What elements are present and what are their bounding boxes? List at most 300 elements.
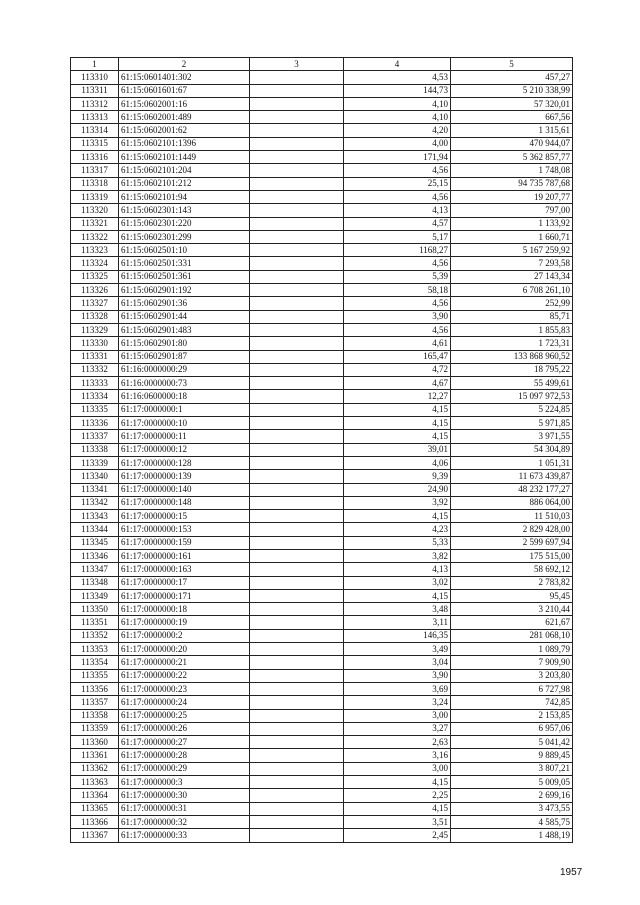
table-row xyxy=(71,390,573,403)
empty-cell xyxy=(250,669,344,682)
value-cell: 4,06 xyxy=(344,456,451,469)
value-cell: 3,49 xyxy=(344,643,451,656)
cadastral-number-cell: 61:17:0000000:11 xyxy=(119,430,250,443)
empty-cell xyxy=(250,629,344,642)
cadastral-number-cell: 61:17:0000000:10 xyxy=(119,417,250,430)
row-number-cell: 113363 xyxy=(71,776,119,789)
amount-cell: 252,99 xyxy=(451,297,573,310)
table-row xyxy=(71,470,573,483)
cadastral-number-cell: 61:17:0000000:24 xyxy=(119,696,250,709)
value-cell: 3,82 xyxy=(344,549,451,562)
value-cell: 4,10 xyxy=(344,111,451,124)
table-row xyxy=(71,257,573,270)
value-cell: 2,63 xyxy=(344,736,451,749)
amount-cell: 1 488,19 xyxy=(451,829,573,842)
value-cell: 5,33 xyxy=(344,536,451,549)
empty-cell xyxy=(250,722,344,735)
amount-cell: 281 068,10 xyxy=(451,629,573,642)
value-cell: 4,72 xyxy=(344,363,451,376)
amount-cell: 5 210 338,99 xyxy=(451,84,573,97)
row-number-cell: 113331 xyxy=(71,350,119,363)
table-row xyxy=(71,682,573,695)
table-row xyxy=(71,789,573,802)
row-number-cell: 113333 xyxy=(71,377,119,390)
table-row xyxy=(71,456,573,469)
amount-cell: 1 723,31 xyxy=(451,337,573,350)
table-row xyxy=(71,350,573,363)
cadastral-number-cell: 61:17:0000000:32 xyxy=(119,815,250,828)
table-row xyxy=(71,536,573,549)
row-number-cell: 113337 xyxy=(71,430,119,443)
empty-cell xyxy=(250,815,344,828)
amount-cell: 1 748,08 xyxy=(451,164,573,177)
column-header-2: 2 xyxy=(119,58,250,71)
cadastral-number-cell: 61:17:0000000:31 xyxy=(119,802,250,815)
table-row xyxy=(71,829,573,842)
cadastral-number-cell: 61:15:0601401:302 xyxy=(119,71,250,84)
row-number-cell: 113342 xyxy=(71,496,119,509)
empty-cell xyxy=(250,403,344,416)
cadastral-number-cell: 61:17:0000000:12 xyxy=(119,443,250,456)
table-row xyxy=(71,669,573,682)
empty-cell xyxy=(250,696,344,709)
empty-cell xyxy=(250,257,344,270)
row-number-cell: 113310 xyxy=(71,71,119,84)
empty-cell xyxy=(250,310,344,323)
row-number-cell: 113318 xyxy=(71,177,119,190)
row-number-cell: 113335 xyxy=(71,403,119,416)
empty-cell xyxy=(250,536,344,549)
empty-cell xyxy=(250,230,344,243)
empty-cell xyxy=(250,137,344,150)
amount-cell: 48 232 177,27 xyxy=(451,483,573,496)
cadastral-number-cell: 61:15:0602901:483 xyxy=(119,323,250,336)
cadastral-number-cell: 61:15:0602101:1449 xyxy=(119,151,250,164)
empty-cell xyxy=(250,297,344,310)
value-cell: 4,15 xyxy=(344,802,451,815)
cadastral-number-cell: 61:17:0000000:18 xyxy=(119,603,250,616)
cadastral-number-cell: 61:15:0602901:36 xyxy=(119,297,250,310)
value-cell: 2,45 xyxy=(344,829,451,842)
table-row xyxy=(71,643,573,656)
empty-cell xyxy=(250,776,344,789)
amount-cell: 457,27 xyxy=(451,71,573,84)
value-cell: 4,56 xyxy=(344,190,451,203)
empty-cell xyxy=(250,523,344,536)
cadastral-number-cell: 61:17:0000000:148 xyxy=(119,496,250,509)
row-number-cell: 113334 xyxy=(71,390,119,403)
amount-cell: 94 735 787,68 xyxy=(451,177,573,190)
empty-cell xyxy=(250,829,344,842)
value-cell: 4,61 xyxy=(344,337,451,350)
table-row xyxy=(71,443,573,456)
table-row xyxy=(71,576,573,589)
cadastral-number-cell: 61:15:0602101:94 xyxy=(119,190,250,203)
row-number-cell: 113364 xyxy=(71,789,119,802)
table-row xyxy=(71,430,573,443)
amount-cell: 3 971,55 xyxy=(451,430,573,443)
cadastral-number-cell: 61:15:0602301:220 xyxy=(119,217,250,230)
row-number-cell: 113314 xyxy=(71,124,119,137)
value-cell: 12,27 xyxy=(344,390,451,403)
empty-cell xyxy=(250,443,344,456)
row-number-cell: 113351 xyxy=(71,616,119,629)
row-number-cell: 113350 xyxy=(71,603,119,616)
value-cell: 1168,27 xyxy=(344,244,451,257)
empty-cell xyxy=(250,496,344,509)
cadastral-number-cell: 61:15:0602901:44 xyxy=(119,310,250,323)
row-number-cell: 113325 xyxy=(71,270,119,283)
amount-cell: 1 855,83 xyxy=(451,323,573,336)
cadastral-number-cell: 61:16:0000000:73 xyxy=(119,377,250,390)
row-number-cell: 113315 xyxy=(71,137,119,150)
table-row xyxy=(71,363,573,376)
row-number-cell: 113324 xyxy=(71,257,119,270)
empty-cell xyxy=(250,430,344,443)
row-number-cell: 113332 xyxy=(71,363,119,376)
table-row xyxy=(71,323,573,336)
table-row xyxy=(71,815,573,828)
value-cell: 24,90 xyxy=(344,483,451,496)
cadastral-number-cell: 61:17:0000000:171 xyxy=(119,589,250,602)
cadastral-number-cell: 61:17:0000000:20 xyxy=(119,643,250,656)
page-number: 1957 xyxy=(560,867,583,878)
table-row xyxy=(71,709,573,722)
amount-cell: 5 362 857,77 xyxy=(451,151,573,164)
value-cell: 5,39 xyxy=(344,270,451,283)
value-cell: 3,92 xyxy=(344,496,451,509)
empty-cell xyxy=(250,802,344,815)
value-cell: 25,15 xyxy=(344,177,451,190)
row-number-cell: 113322 xyxy=(71,230,119,243)
row-number-cell: 113338 xyxy=(71,443,119,456)
amount-cell: 742,85 xyxy=(451,696,573,709)
table-row xyxy=(71,84,573,97)
table-row xyxy=(71,523,573,536)
cadastral-number-cell: 61:15:0602301:299 xyxy=(119,230,250,243)
row-number-cell: 113311 xyxy=(71,84,119,97)
amount-cell: 55 499,61 xyxy=(451,377,573,390)
empty-cell xyxy=(250,151,344,164)
empty-cell xyxy=(250,749,344,762)
cadastral-number-cell: 61:17:0000000:27 xyxy=(119,736,250,749)
table-row xyxy=(71,403,573,416)
empty-cell xyxy=(250,124,344,137)
table-row xyxy=(71,549,573,562)
amount-cell: 1 660,71 xyxy=(451,230,573,243)
cadastral-number-cell: 61:16:0600000:18 xyxy=(119,390,250,403)
row-number-cell: 113347 xyxy=(71,563,119,576)
amount-cell: 5 224,85 xyxy=(451,403,573,416)
table-row xyxy=(71,776,573,789)
empty-cell xyxy=(250,417,344,430)
row-number-cell: 113320 xyxy=(71,204,119,217)
column-header-5: 5 xyxy=(451,58,573,71)
row-number-cell: 113339 xyxy=(71,456,119,469)
cadastral-number-cell: 61:15:0602001:62 xyxy=(119,124,250,137)
cadastral-number-cell: 61:15:0602101:212 xyxy=(119,177,250,190)
amount-cell: 11 673 439,87 xyxy=(451,470,573,483)
value-cell: 171,94 xyxy=(344,151,451,164)
cadastral-number-cell: 61:17:0000000:159 xyxy=(119,536,250,549)
row-number-cell: 113327 xyxy=(71,297,119,310)
value-cell: 3,16 xyxy=(344,749,451,762)
empty-cell xyxy=(250,483,344,496)
amount-cell: 886 064,00 xyxy=(451,496,573,509)
empty-cell xyxy=(250,244,344,257)
row-number-cell: 113344 xyxy=(71,523,119,536)
empty-cell xyxy=(250,549,344,562)
empty-cell xyxy=(250,204,344,217)
value-cell: 3,48 xyxy=(344,603,451,616)
amount-cell: 175 515,00 xyxy=(451,549,573,562)
row-number-cell: 113358 xyxy=(71,709,119,722)
empty-cell xyxy=(250,284,344,297)
empty-cell xyxy=(250,736,344,749)
cadastral-number-cell: 61:15:0602301:143 xyxy=(119,204,250,217)
amount-cell: 2 699,16 xyxy=(451,789,573,802)
cadastral-number-cell: 61:15:0602901:192 xyxy=(119,284,250,297)
row-number-cell: 113362 xyxy=(71,762,119,775)
row-number-cell: 113326 xyxy=(71,284,119,297)
empty-cell xyxy=(250,510,344,523)
column-header-3: 3 xyxy=(250,58,344,71)
value-cell: 58,18 xyxy=(344,284,451,297)
cadastral-number-cell: 61:17:0000000:2 xyxy=(119,629,250,642)
table-row xyxy=(71,802,573,815)
table-row xyxy=(71,762,573,775)
cadastral-number-cell: 61:17:0000000:139 xyxy=(119,470,250,483)
data-table xyxy=(70,57,573,843)
value-cell: 3,02 xyxy=(344,576,451,589)
table-row xyxy=(71,230,573,243)
value-cell: 4,56 xyxy=(344,164,451,177)
value-cell: 4,00 xyxy=(344,137,451,150)
value-cell: 4,15 xyxy=(344,430,451,443)
cadastral-number-cell: 61:15:0602501:361 xyxy=(119,270,250,283)
value-cell: 4,13 xyxy=(344,563,451,576)
row-number-cell: 113359 xyxy=(71,722,119,735)
value-cell: 4,10 xyxy=(344,97,451,110)
row-number-cell: 113340 xyxy=(71,470,119,483)
empty-cell xyxy=(250,456,344,469)
table-row xyxy=(71,217,573,230)
table-row xyxy=(71,377,573,390)
table-row xyxy=(71,337,573,350)
amount-cell: 2 153,85 xyxy=(451,709,573,722)
cadastral-number-cell: 61:15:0602101:204 xyxy=(119,164,250,177)
cadastral-number-cell: 61:17:0000000:15 xyxy=(119,510,250,523)
row-number-cell: 113341 xyxy=(71,483,119,496)
cadastral-number-cell: 61:17:0000000:25 xyxy=(119,709,250,722)
row-number-cell: 113317 xyxy=(71,164,119,177)
amount-cell: 9 889,45 xyxy=(451,749,573,762)
table-row xyxy=(71,284,573,297)
table-row xyxy=(71,164,573,177)
cadastral-number-cell: 61:17:0000000:163 xyxy=(119,563,250,576)
value-cell: 4,15 xyxy=(344,403,451,416)
value-cell: 3,00 xyxy=(344,762,451,775)
row-number-cell: 113365 xyxy=(71,802,119,815)
amount-cell: 470 944,07 xyxy=(451,137,573,150)
empty-cell xyxy=(250,350,344,363)
cadastral-number-cell: 61:17:0000000:33 xyxy=(119,829,250,842)
amount-cell: 27 143,34 xyxy=(451,270,573,283)
amount-cell: 19 207,77 xyxy=(451,190,573,203)
value-cell: 4,15 xyxy=(344,776,451,789)
empty-cell xyxy=(250,709,344,722)
row-number-cell: 113355 xyxy=(71,669,119,682)
cadastral-number-cell: 61:17:0000000:3 xyxy=(119,776,250,789)
cadastral-number-cell: 61:17:0000000:22 xyxy=(119,669,250,682)
value-cell: 4,23 xyxy=(344,523,451,536)
table-row xyxy=(71,510,573,523)
table-row xyxy=(71,749,573,762)
value-cell: 4,53 xyxy=(344,71,451,84)
table-row xyxy=(71,190,573,203)
amount-cell: 6 708 261,10 xyxy=(451,284,573,297)
amount-cell: 7 293,58 xyxy=(451,257,573,270)
cadastral-number-cell: 61:17:0000000:29 xyxy=(119,762,250,775)
row-number-cell: 113328 xyxy=(71,310,119,323)
value-cell: 3,69 xyxy=(344,682,451,695)
row-number-cell: 113360 xyxy=(71,736,119,749)
empty-cell xyxy=(250,190,344,203)
cadastral-number-cell: 61:17:0000000:19 xyxy=(119,616,250,629)
amount-cell: 1 051,31 xyxy=(451,456,573,469)
table-row xyxy=(71,151,573,164)
empty-cell xyxy=(250,323,344,336)
empty-cell xyxy=(250,616,344,629)
table-row xyxy=(71,563,573,576)
amount-cell: 667,56 xyxy=(451,111,573,124)
value-cell: 3,27 xyxy=(344,722,451,735)
cadastral-number-cell: 61:17:0000000:30 xyxy=(119,789,250,802)
table-row xyxy=(71,616,573,629)
empty-cell xyxy=(250,589,344,602)
value-cell: 5,17 xyxy=(344,230,451,243)
empty-cell xyxy=(250,762,344,775)
value-cell: 146,35 xyxy=(344,629,451,642)
row-number-cell: 113354 xyxy=(71,656,119,669)
value-cell: 2,25 xyxy=(344,789,451,802)
amount-cell: 5 971,85 xyxy=(451,417,573,430)
table-row xyxy=(71,97,573,110)
value-cell: 144,73 xyxy=(344,84,451,97)
row-number-cell: 113321 xyxy=(71,217,119,230)
row-number-cell: 113316 xyxy=(71,151,119,164)
table-row xyxy=(71,244,573,257)
amount-cell: 2 599 697,94 xyxy=(451,536,573,549)
cadastral-number-cell: 61:15:0601601:67 xyxy=(119,84,250,97)
cadastral-number-cell: 61:16:0000000:29 xyxy=(119,363,250,376)
table-row xyxy=(71,270,573,283)
row-number-cell: 113346 xyxy=(71,549,119,562)
table-row xyxy=(71,177,573,190)
value-cell: 165,47 xyxy=(344,350,451,363)
amount-cell: 11 510,03 xyxy=(451,510,573,523)
amount-cell: 6 727,98 xyxy=(451,682,573,695)
amount-cell: 57 320,01 xyxy=(451,97,573,110)
column-header-1: 1 xyxy=(71,58,119,71)
amount-cell: 5 041,42 xyxy=(451,736,573,749)
row-number-cell: 113357 xyxy=(71,696,119,709)
table-row xyxy=(71,204,573,217)
table-row xyxy=(71,722,573,735)
empty-cell xyxy=(250,789,344,802)
table-row xyxy=(71,111,573,124)
header-row xyxy=(71,58,573,71)
empty-cell xyxy=(250,603,344,616)
amount-cell: 3 203,80 xyxy=(451,669,573,682)
cadastral-number-cell: 61:15:0602901:80 xyxy=(119,337,250,350)
row-number-cell: 113353 xyxy=(71,643,119,656)
amount-cell: 58 692,12 xyxy=(451,563,573,576)
cadastral-number-cell: 61:17:0000000:28 xyxy=(119,749,250,762)
row-number-cell: 113361 xyxy=(71,749,119,762)
value-cell: 39,01 xyxy=(344,443,451,456)
amount-cell: 54 304,89 xyxy=(451,443,573,456)
amount-cell: 5 009,05 xyxy=(451,776,573,789)
amount-cell: 1 089,79 xyxy=(451,643,573,656)
amount-cell: 621,67 xyxy=(451,616,573,629)
amount-cell: 3 210,44 xyxy=(451,603,573,616)
empty-cell xyxy=(250,71,344,84)
value-cell: 3,90 xyxy=(344,669,451,682)
cadastral-number-cell: 61:15:0602501:331 xyxy=(119,257,250,270)
row-number-cell: 113336 xyxy=(71,417,119,430)
amount-cell: 3 473,55 xyxy=(451,802,573,815)
cadastral-number-cell: 61:17:0000000:1 xyxy=(119,403,250,416)
empty-cell xyxy=(250,270,344,283)
empty-cell xyxy=(250,111,344,124)
value-cell: 4,20 xyxy=(344,124,451,137)
cadastral-number-cell: 61:17:0000000:128 xyxy=(119,456,250,469)
amount-cell: 797,00 xyxy=(451,204,573,217)
cadastral-number-cell: 61:17:0000000:26 xyxy=(119,722,250,735)
value-cell: 4,15 xyxy=(344,589,451,602)
row-number-cell: 113319 xyxy=(71,190,119,203)
cadastral-number-cell: 61:15:0602001:489 xyxy=(119,111,250,124)
amount-cell: 3 807,21 xyxy=(451,762,573,775)
amount-cell: 1 315,61 xyxy=(451,124,573,137)
row-number-cell: 113343 xyxy=(71,510,119,523)
table-row xyxy=(71,297,573,310)
empty-cell xyxy=(250,656,344,669)
amount-cell: 15 097 972,53 xyxy=(451,390,573,403)
row-number-cell: 113349 xyxy=(71,589,119,602)
cadastral-number-cell: 61:15:0602001:16 xyxy=(119,97,250,110)
value-cell: 4,56 xyxy=(344,323,451,336)
cadastral-number-cell: 61:17:0000000:23 xyxy=(119,682,250,695)
value-cell: 3,24 xyxy=(344,696,451,709)
empty-cell xyxy=(250,337,344,350)
row-number-cell: 113345 xyxy=(71,536,119,549)
row-number-cell: 113366 xyxy=(71,815,119,828)
amount-cell: 4 585,75 xyxy=(451,815,573,828)
empty-cell xyxy=(250,390,344,403)
table-row xyxy=(71,656,573,669)
cadastral-number-cell: 61:15:0602901:87 xyxy=(119,350,250,363)
empty-cell xyxy=(250,177,344,190)
row-number-cell: 113348 xyxy=(71,576,119,589)
amount-cell: 7 909,90 xyxy=(451,656,573,669)
row-number-cell: 113329 xyxy=(71,323,119,336)
value-cell: 4,15 xyxy=(344,510,451,523)
row-number-cell: 113323 xyxy=(71,244,119,257)
table-row xyxy=(71,310,573,323)
table-row xyxy=(71,629,573,642)
